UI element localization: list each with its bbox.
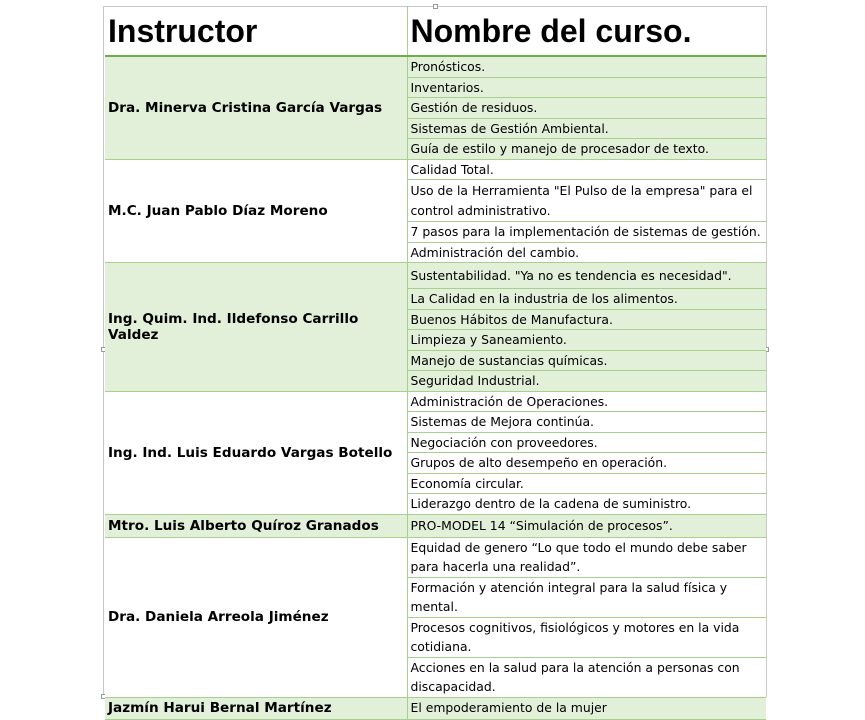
course-cell: Liderazgo dentro de la cadena de suministro. bbox=[407, 494, 766, 515]
course-cell: Formación y atención integral para la salud física y mental. bbox=[407, 577, 766, 617]
table-row bbox=[105, 263, 766, 289]
course-cell: Seguridad Industrial. bbox=[407, 371, 766, 392]
course-cell: PRO-MODEL 14 “Simulación de procesos”. bbox=[407, 514, 766, 537]
course-cell: Equidad de genero “Lo que todo el mundo debe saber para hacerla una realidad”. bbox=[407, 537, 766, 577]
course-cell: Grupos de alto desempeño en operación. bbox=[407, 453, 766, 474]
instructor-cell: Dra. Minerva Cristina García Vargas bbox=[105, 56, 407, 159]
instructor-header: Instructor bbox=[105, 6, 407, 56]
table-row bbox=[105, 697, 766, 719]
course-cell: Limpieza y Saneamiento. bbox=[407, 330, 766, 351]
table-row bbox=[105, 537, 766, 577]
course-cell: 7 pasos para la implementación de sistemas de gestión. bbox=[407, 222, 766, 243]
course-cell: Economía circular. bbox=[407, 473, 766, 494]
course-cell: Gestión de residuos. bbox=[407, 98, 766, 119]
course-cell: Manejo de sustancias químicas. bbox=[407, 350, 766, 371]
course-cell: Inventarios. bbox=[407, 77, 766, 98]
course-cell: La Calidad en la industria de los alimentos. bbox=[407, 289, 766, 310]
instructor-cell: Ing. Ind. Luis Eduardo Vargas Botello bbox=[105, 391, 407, 514]
table-row bbox=[105, 56, 766, 77]
table-row bbox=[105, 391, 766, 412]
table-row bbox=[105, 514, 766, 537]
course-cell: El empoderamiento de la mujer bbox=[407, 697, 766, 719]
course-cell: Acciones en la salud para la atención a personas con discapacidad. bbox=[407, 657, 766, 697]
instructor-cell: Dra. Daniela Arreola Jiménez bbox=[105, 537, 407, 697]
courses-table bbox=[105, 6, 766, 720]
course-cell: Uso de la Herramienta "El Pulso de la empresa" para el control administrativo. bbox=[407, 180, 766, 222]
course-cell: Sistemas de Mejora continúa. bbox=[407, 412, 766, 433]
course-cell: Negociación con proveedores. bbox=[407, 432, 766, 453]
course-cell: Buenos Hábitos de Manufactura. bbox=[407, 309, 766, 330]
instructor-cell: M.C. Juan Pablo Díaz Moreno bbox=[105, 159, 407, 263]
course-header: Nombre del curso. bbox=[407, 6, 766, 56]
instructor-cell: Mtro. Luis Alberto Quíroz Granados bbox=[105, 514, 407, 537]
course-cell: Procesos cognitivos, fisiológicos y motores en la vida cotidiana. bbox=[407, 617, 766, 657]
course-cell: Administración de Operaciones. bbox=[407, 391, 766, 412]
instructor-cell: Ing. Quim. Ind. Ildefonso Carrillo Valdez bbox=[105, 263, 407, 392]
header-row bbox=[105, 6, 766, 56]
course-cell: Sistemas de Gestión Ambiental. bbox=[407, 118, 766, 139]
instructor-cell: Jazmín Harui Bernal Martínez bbox=[105, 697, 407, 719]
course-cell: Pronósticos. bbox=[407, 56, 766, 77]
course-cell: Administración del cambio. bbox=[407, 242, 766, 263]
table-body bbox=[105, 56, 766, 719]
course-cell: Sustentabilidad. "Ya no es tendencia es necesidad". bbox=[407, 263, 766, 289]
course-cell: Guía de estilo y manejo de procesador de texto. bbox=[407, 139, 766, 160]
table-row bbox=[105, 159, 766, 180]
course-cell: Calidad Total. bbox=[407, 159, 766, 180]
